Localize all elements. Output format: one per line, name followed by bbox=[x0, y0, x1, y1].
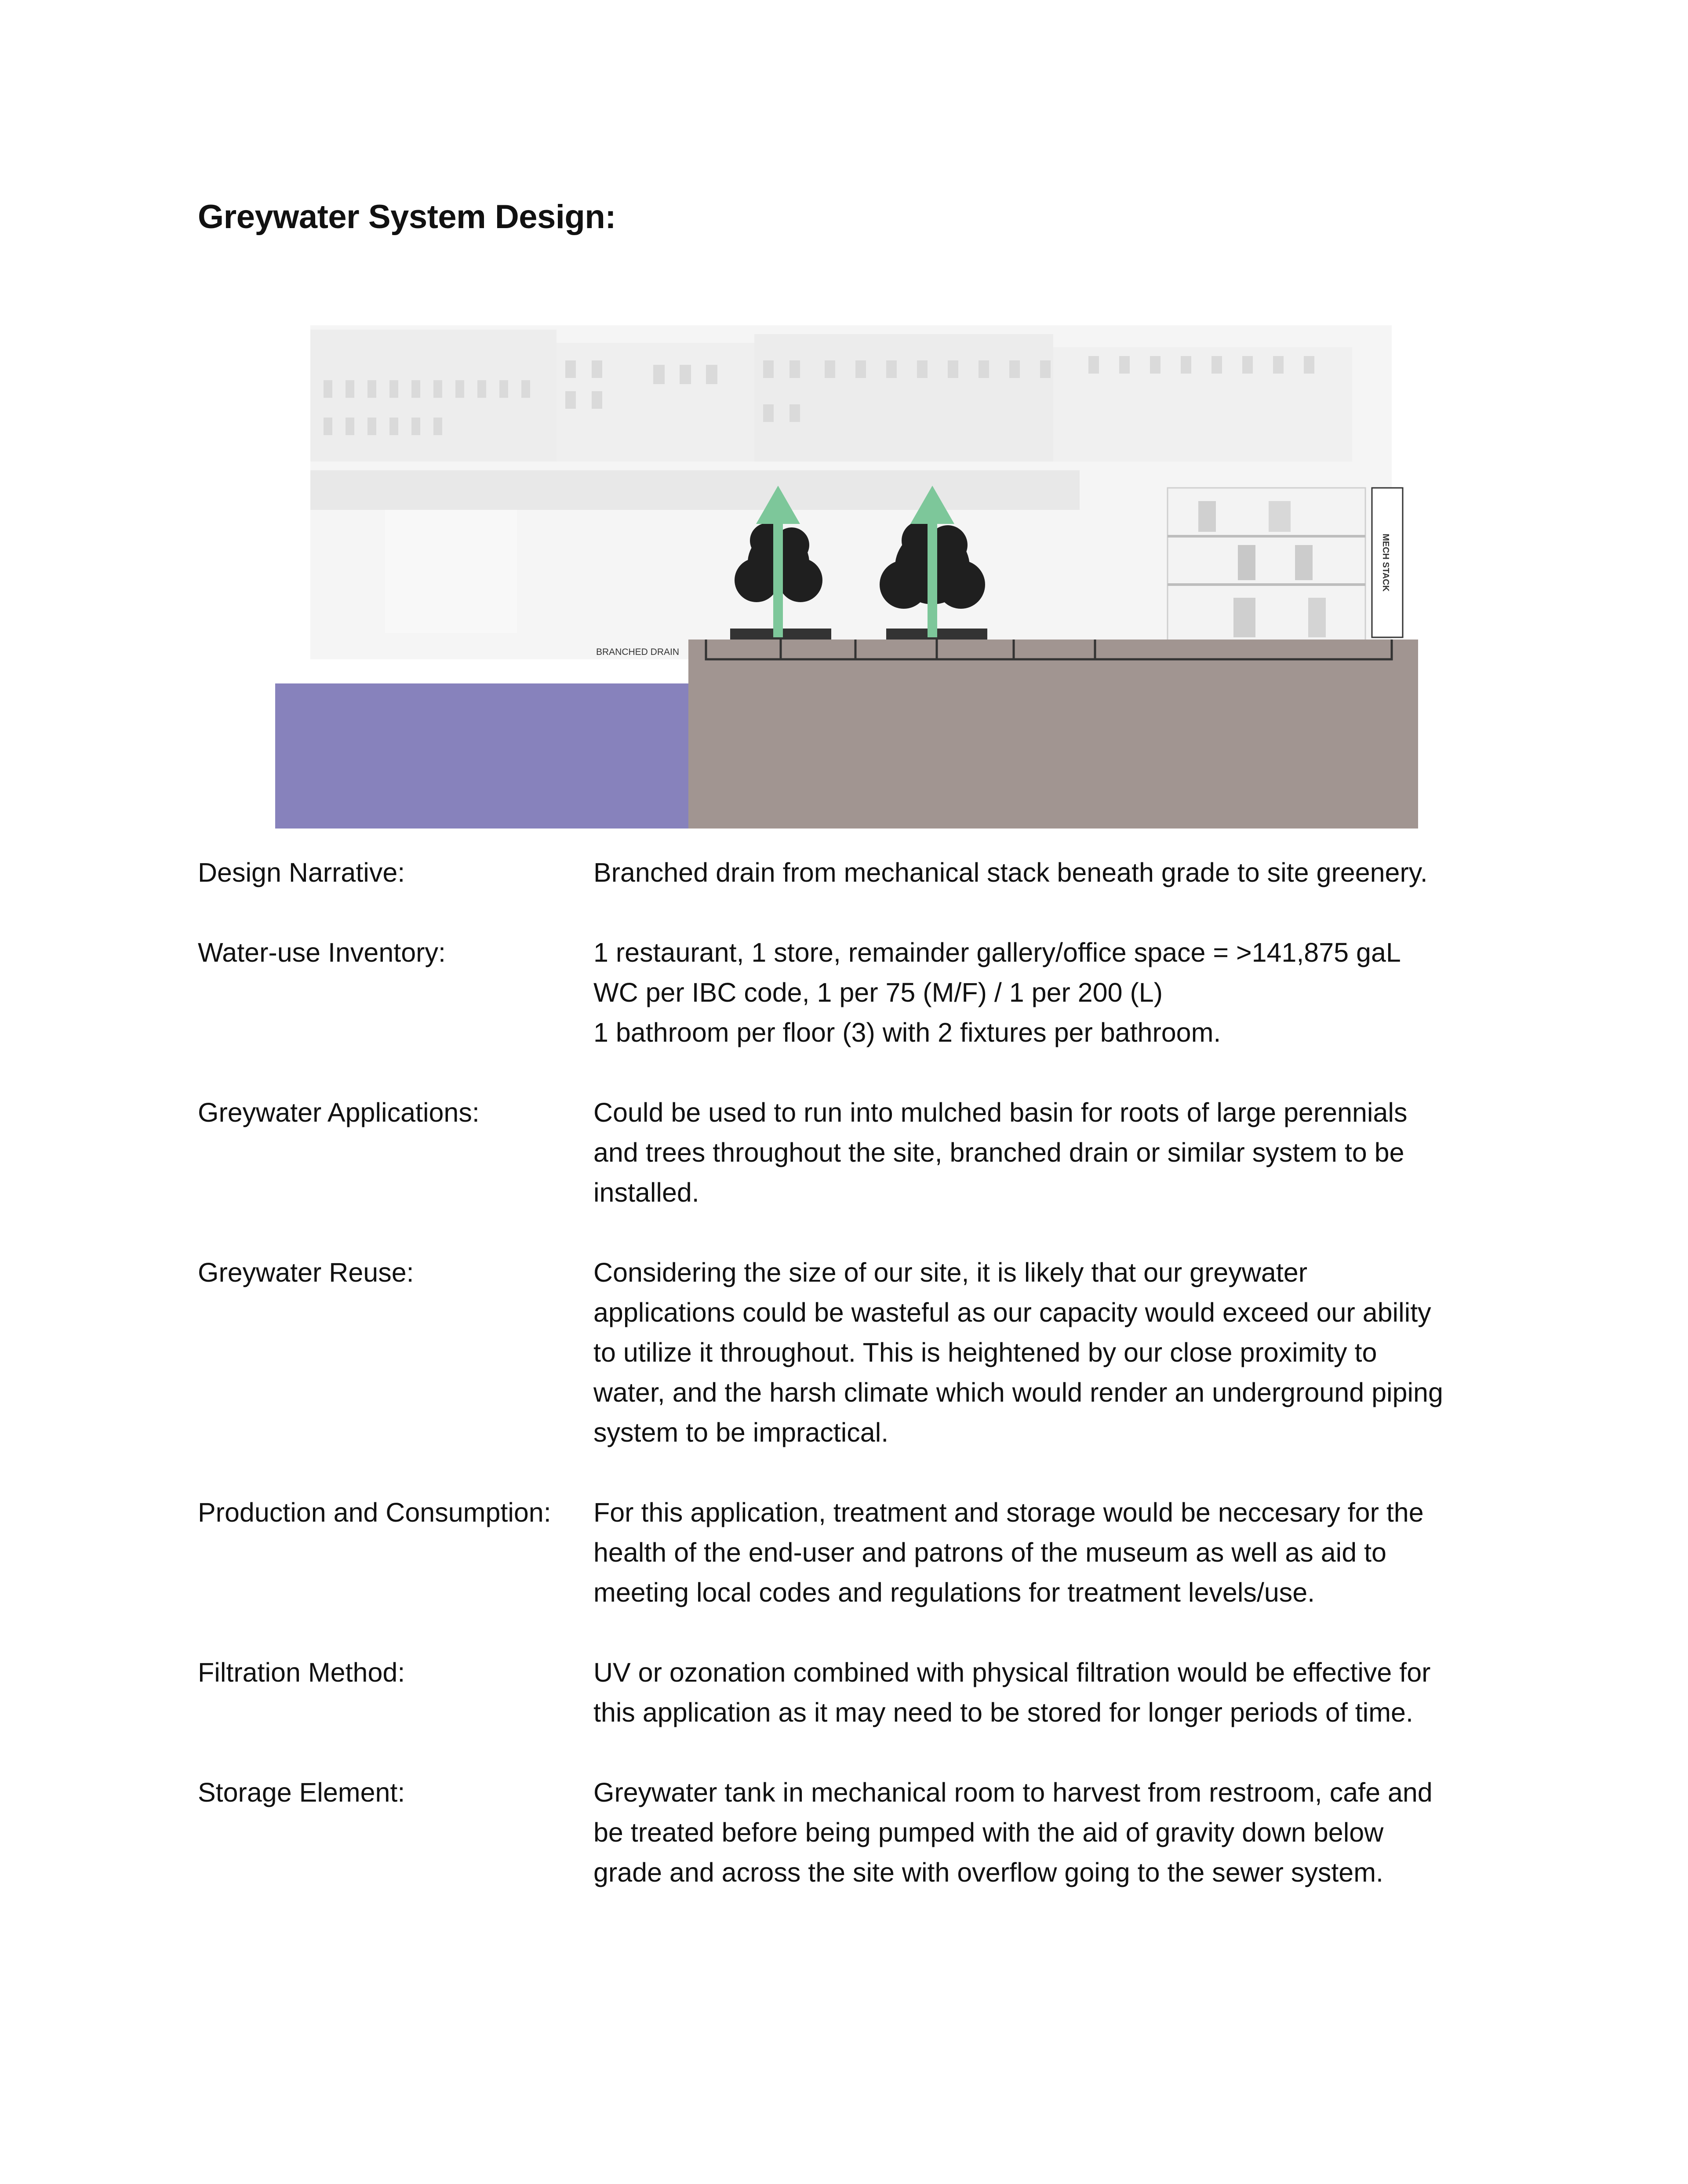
body-line: to utilize it throughout. This is heightened by our close proximity to bbox=[593, 1337, 1377, 1367]
row-body bbox=[593, 1653, 1499, 1733]
body-line: installed. bbox=[593, 1177, 699, 1207]
body-line: applications could be wasteful as our capacity would exceed our ability bbox=[593, 1297, 1431, 1327]
water-area bbox=[275, 683, 688, 829]
row-label: Production and Consumption: bbox=[198, 1497, 551, 1527]
body-line: WC per IBC code, 1 per 75 (M/F) / 1 per 200 (L) bbox=[593, 978, 1163, 1007]
body-line: meeting local codes and regulations for treatment levels/use. bbox=[593, 1577, 1315, 1607]
body-line: this application as it may need to be stored for longer periods of time. bbox=[593, 1697, 1413, 1727]
row-body bbox=[593, 933, 1499, 1053]
body-line: Could be used to run into mulched basin for roots of large perennials bbox=[593, 1097, 1408, 1127]
body-line: UV or ozonation combined with physical filtration would be effective for bbox=[593, 1657, 1431, 1687]
row-label: Greywater Reuse: bbox=[198, 1257, 414, 1287]
building-section bbox=[1168, 488, 1365, 642]
body-line: Considering the size of our site, it is likely that our greywater bbox=[593, 1257, 1308, 1287]
row-body bbox=[593, 853, 1499, 893]
mech-stack-label: MECH STACK bbox=[1381, 534, 1390, 592]
body-line: Branched drain from mechanical stack beneath grade to site greenery. bbox=[593, 858, 1428, 887]
body-line: grade and across the site with overflow going to the sewer system. bbox=[593, 1857, 1383, 1887]
body-line: system to be impractical. bbox=[593, 1417, 889, 1447]
row-body bbox=[593, 1093, 1499, 1213]
row-production-consumption bbox=[198, 1493, 1499, 1613]
body-line: be treated before being pumped with the aid of gravity down below bbox=[593, 1817, 1384, 1847]
mech-stack bbox=[1372, 488, 1403, 637]
row-label: Design Narrative: bbox=[198, 858, 405, 887]
row-body bbox=[593, 1253, 1499, 1453]
row-label: Greywater Applications: bbox=[198, 1097, 480, 1127]
greywater-section-diagram bbox=[275, 316, 1418, 829]
row-greywater-applications bbox=[198, 1093, 1499, 1213]
row-body bbox=[593, 1773, 1499, 1893]
row-greywater-reuse bbox=[198, 1253, 1499, 1453]
row-body bbox=[593, 1493, 1499, 1613]
body-line: water, and the harsh climate which would render an underground piping bbox=[593, 1377, 1443, 1407]
description-table bbox=[198, 853, 1499, 1933]
body-line: 1 bathroom per floor (3) with 2 fixtures per bathroom. bbox=[593, 1018, 1221, 1047]
row-label: Storage Element: bbox=[198, 1777, 405, 1807]
row-design-narrative bbox=[198, 853, 1499, 893]
body-line: and trees throughout the site, branched drain or similar system to be bbox=[593, 1137, 1404, 1167]
body-line: For this application, treatment and storage would be neccesary for the bbox=[593, 1497, 1424, 1527]
body-line: Greywater tank in mechanical room to harvest from restroom, cafe and bbox=[593, 1777, 1433, 1807]
body-line: 1 restaurant, 1 store, remainder gallery/office space = >141,875 gaL bbox=[593, 938, 1401, 967]
page-title: Greywater System Design: bbox=[198, 198, 616, 236]
branched-drain-label: BRANCHED DRAIN bbox=[596, 647, 680, 657]
row-storage-element bbox=[198, 1773, 1499, 1893]
row-label: Filtration Method: bbox=[198, 1657, 405, 1687]
row-water-use-inventory bbox=[198, 933, 1499, 1053]
row-label: Water-use Inventory: bbox=[198, 938, 446, 967]
ground-area bbox=[688, 640, 1418, 829]
row-filtration-method bbox=[198, 1653, 1499, 1733]
body-line: health of the end-user and patrons of the museum as well as aid to bbox=[593, 1537, 1386, 1567]
